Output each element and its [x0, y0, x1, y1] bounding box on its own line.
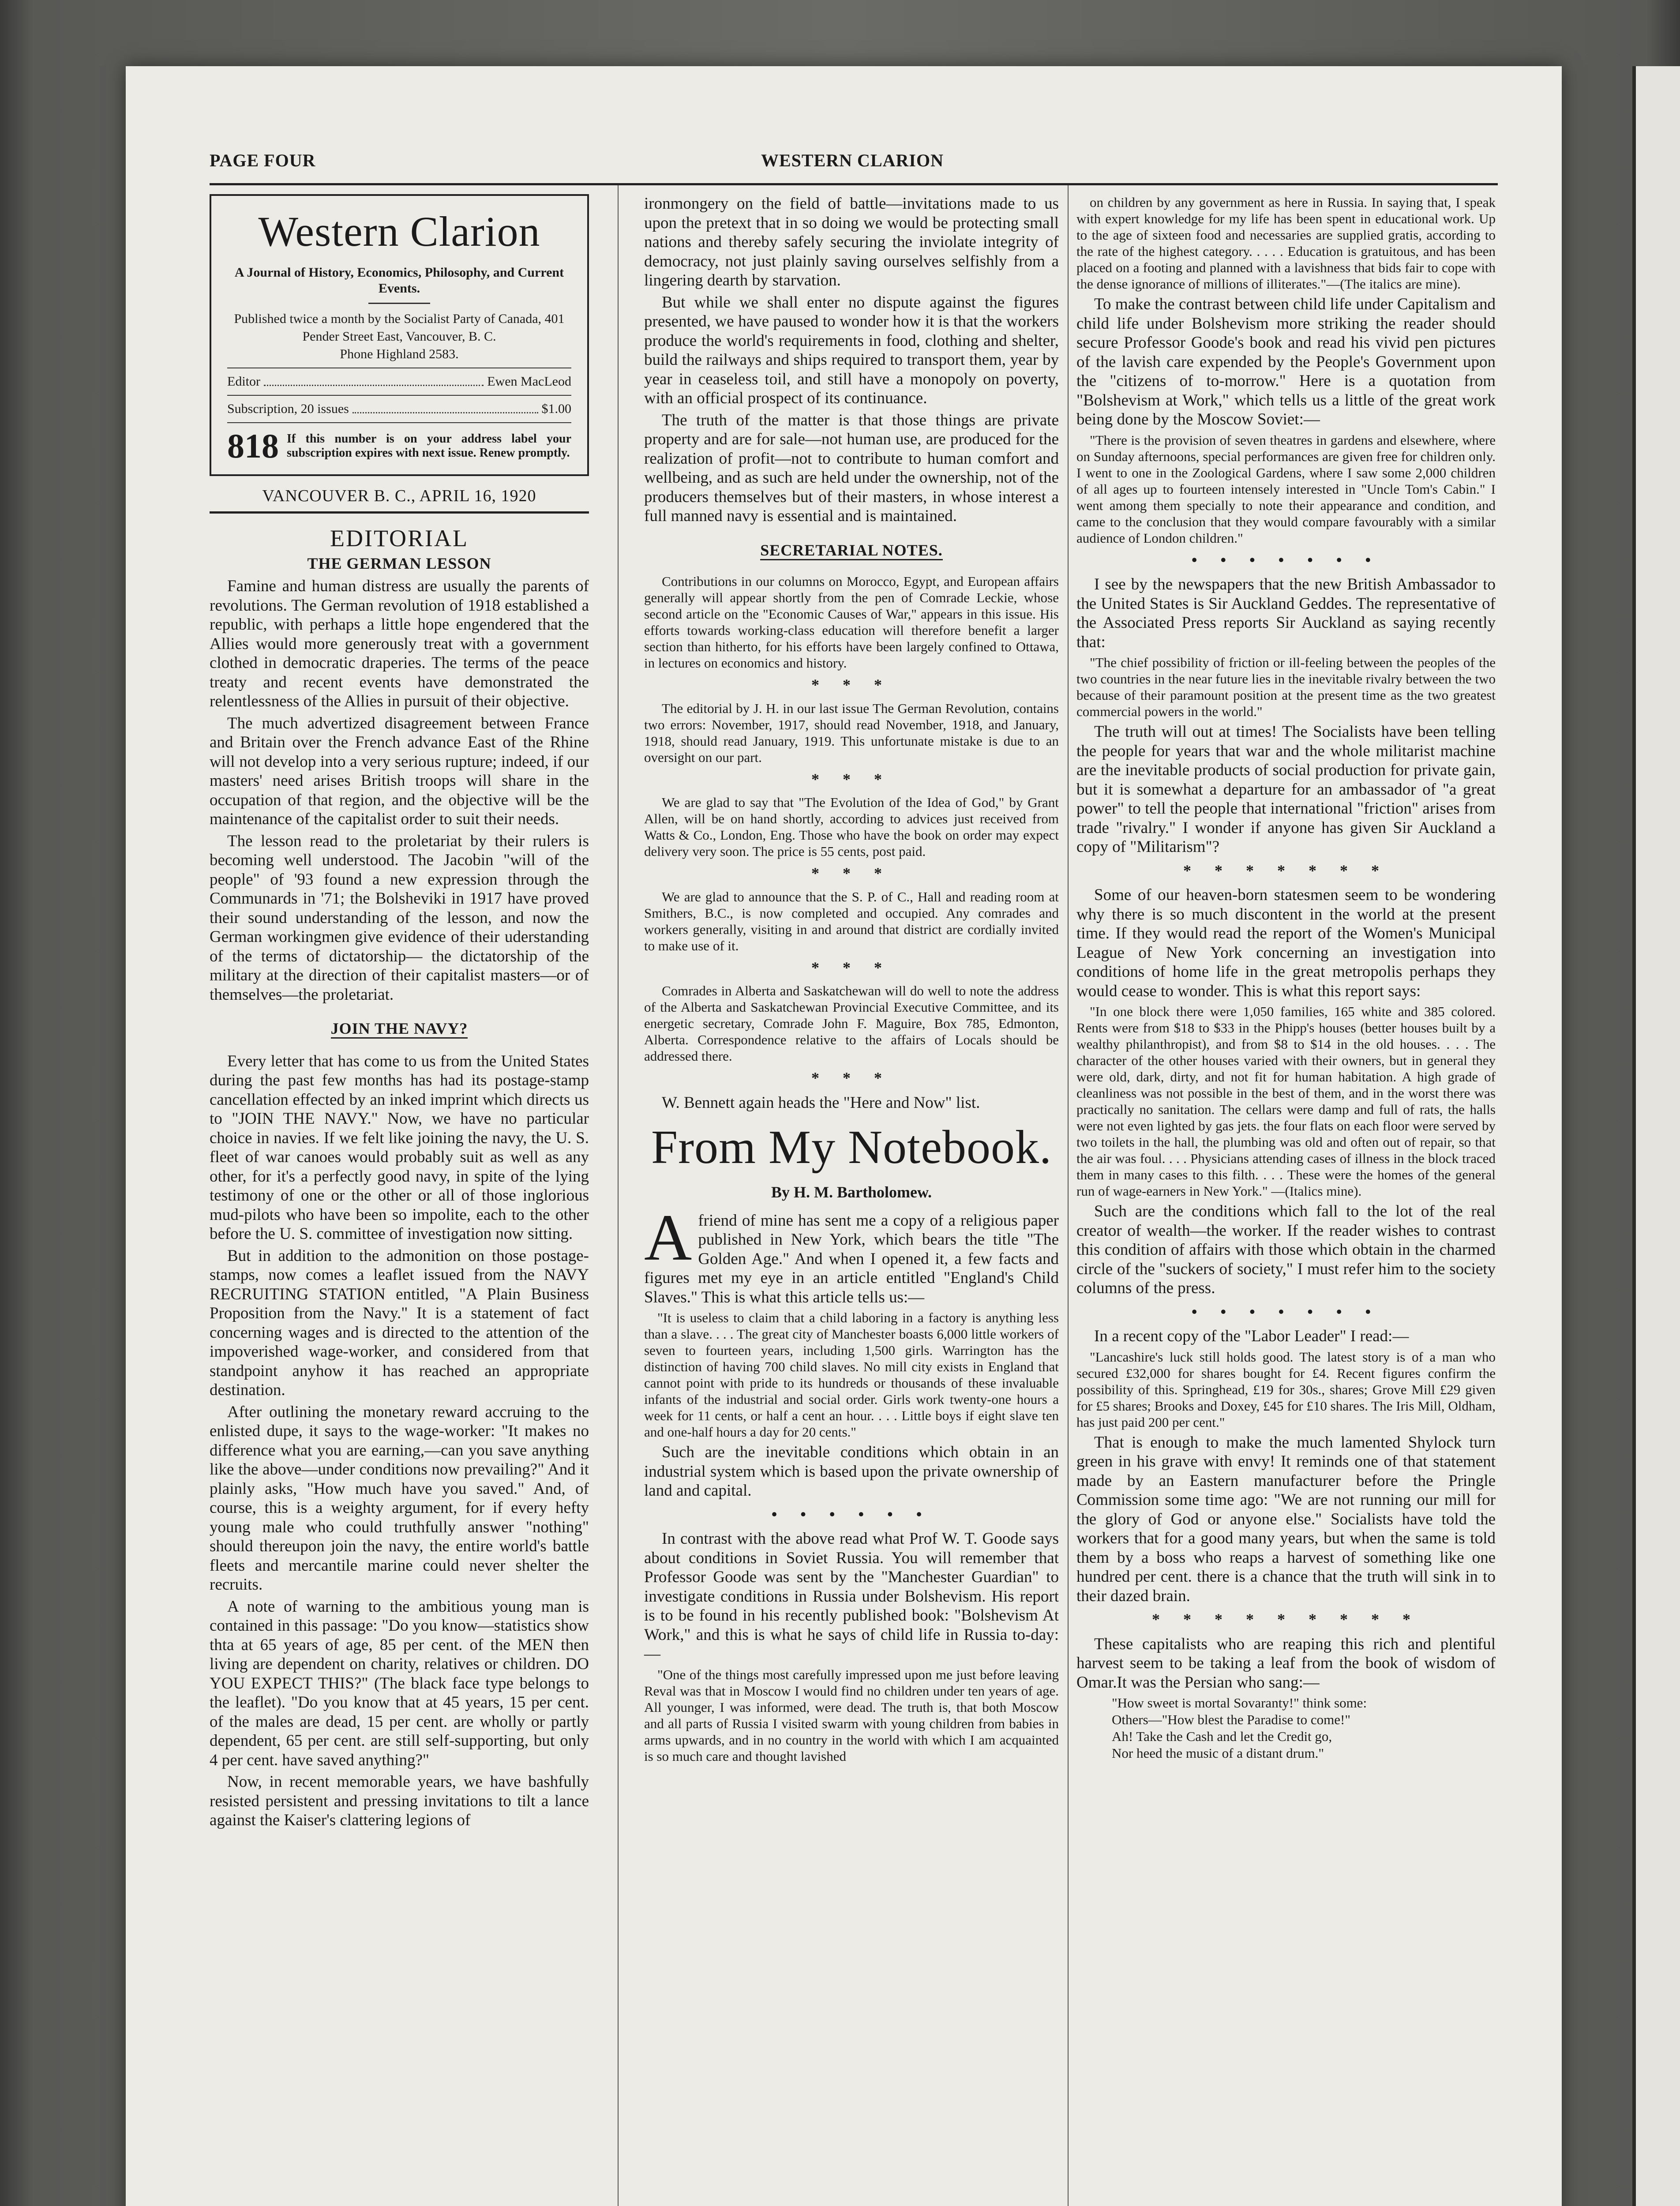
- separator: * * *: [811, 958, 892, 976]
- editor-label: Editor: [227, 374, 260, 389]
- dot-leader: [352, 400, 538, 413]
- paragraph: We are glad to announce that the S. P. of C., Hall and reading room at Smithers, B.C., is now completed and occupied. Any comrades and workers generally, visiting in and around that district are cordially invited to make use of it.: [644, 889, 1059, 953]
- quotation: "The chief possibility of friction or ill-feeling between the peoples of the two countries in the near future lies in the inevitable rivalry between the two because of their paramount position at the present time as the two greatest commercial powers in the world.": [1076, 655, 1496, 719]
- paragraph: That is enough to make the much lamented Shylock turn green in his grave with envy! It reminds one of that statement made by an Eastern manufacturer before the Pringle Commission some time ago: "We are not running our mill for the glory of God or anyone else." Socialists have told the workers that for a good many years, but when the same is told them by a boss who reaps a harvest of something like one hundred per cent. there is a chance that the truth will sink in to their dazed brain.: [1076, 1433, 1496, 1605]
- paragraph: We are glad to say that "The Evolution of the Idea of God," by Grant Allen, will be on hand shortly, according to advices just received from Watts & Co., London, Eng. Those who have the book on order may expect delivery very soon. The price is 55 cents, post paid.: [644, 795, 1059, 859]
- separator: • • • • • • •: [1191, 1302, 1381, 1321]
- separator: * * * * * * * * *: [1152, 1610, 1420, 1628]
- paragraph: Such are the conditions which fall to the lot of the real creator of wealth—the worker. If the reader wishes to contrast this condition of affairs with those which obtain in the charmed circle of the "suckers of society," I must refer him to the society columns of the press.: [1076, 1202, 1496, 1297]
- notebook-byline: By H. M. Bartholomew.: [771, 1183, 932, 1201]
- column-rule-2: [1068, 185, 1069, 2206]
- secretarial-heading: [644, 541, 1059, 560]
- poem-line: Others—"How blest the Paradise to come!": [1112, 1712, 1350, 1727]
- subscription-row: [227, 400, 571, 418]
- column-rule-1: [618, 185, 619, 2206]
- quotation: "In one block there were 1,050 families, 165 white and 385 colored. Rents were from $18 to $33 in the Phipp's houses (better houses built by a wealthy philanthropist), and from $8 to $14 in the old houses. . . . The character of the other houses varied with their owners, but in general they were old, dark, dirty, and not fit for human habitation. A high grade of cleanliness was not possible in the best of them, and in the worst there was practically no sanitation. The cellars were damp and full of rats, the halls were not even lighted by gas jets. the four flats on each floor were served by two toilets in the hall, the plumbing was old and often out of repair, so that the air was foul. . . . Physicians attending cases of illness in the block traced them in many cases to this filth. . . . These were the homes of the general run of wage-earners in New York." —(Italics mine).: [1076, 1004, 1496, 1199]
- separator: • • • • • • •: [1191, 551, 1381, 569]
- secretarial-heading-text: SECRETARIAL NOTES.: [760, 541, 942, 560]
- quotation: on children by any government as here in Russia. In saying that, I speak with expert knowledge for my life has been spent in educational work. Up to the age of sixteen food and necessaries are supplied gratis, according to the rate of the highest category. . . . . Education is gratuitous, and has been placed on a footing and planned with a lavishness that bids fair to cope with the dense ignorance of millions of illiterates."—(The italics are mine).: [1076, 195, 1496, 292]
- paragraph: Contributions in our columns on Morocco, Egypt, and European affairs generally will appear shortly from the pen of Comrade Leckie, whose second article on the "Economic Causes of War," appears in this issue. His efforts towards working-class education will therefore benefit a larger section than hitherto, for his efforts have been largely confined to Ottawa, in lectures on economics and history.: [644, 574, 1059, 671]
- paragraph: The editorial by J. H. in our last issue The German Revolution, contains two errors: November, 1917, should read November, 1918, and January, 1918, should read January, 1919. This unfortunate mistake is due to an oversight on our part.: [644, 700, 1059, 765]
- navy-heading-text: JOIN THE NAVY?: [331, 1020, 468, 1039]
- page-edge: [1632, 66, 1636, 2206]
- divider: [368, 303, 430, 304]
- paragraph: I see by the newspapers that the new British Ambassador to the United States is Sir Auckland Geddes. The representative of the Associated Press reports Sir Auckland as saying recently that:: [1076, 575, 1496, 651]
- paragraph: W. Bennett again heads the "Here and Now" list.: [662, 1093, 980, 1112]
- separator: * * *: [811, 864, 892, 882]
- quotation: "Lancashire's luck still holds good. The latest story is of a man who secured £32,000 for shares bought for £4. Recent figures confirm the possibility of this. Springhead, £19 for 30s., shares; Grove Mill £29 given for £5 shares; Brooks and Doxey, £45 for £10 shares. The Iris Mill, Oldham, has just paid 200 per cent.": [1076, 1349, 1496, 1430]
- editorial-subheading: THE GERMAN LESSON: [307, 554, 491, 572]
- paragraph: In a recent copy of the "Labor Leader" I read:—: [1094, 1327, 1409, 1345]
- page-number: PAGE FOUR: [210, 150, 316, 170]
- paragraph: But while we shall enter no dispute against the figures presented, we have paused to wonder how it is that the workers produce the world's requirements in food, clothing and shelter, build the railways and ships required to transport them, year by year in ceaseless toil, and still have a monopoly on poverty, with an official prospect of its continuance.: [644, 293, 1059, 407]
- paragraph: To make the contrast between child life under Capitalism and child life under Bolshevism more striking the reader should secure Professor Goode's book and read his vivid pen pictures of the lavish care expended by the People's Government upon the "citizens of to-morrow." Here is a quotation from "Bolshevism at Work," which tells us a little of the great work being done by the Moscow Soviet:—: [1076, 295, 1496, 428]
- dot-leader: [264, 373, 484, 386]
- column-1: [210, 194, 589, 1833]
- phone-number: Phone Highland 2583.: [340, 347, 459, 361]
- header-rule: [210, 183, 1498, 185]
- paragraph: Now, in recent memorable years, we have bashfully resisted persistent and pressing invitations to tilt a lance against the Kaiser's clattering legions of: [210, 1773, 589, 1829]
- notebook-title: From My Notebook.: [651, 1121, 1052, 1174]
- paragraph: Comrades in Alberta and Saskatchewan will do well to note the address of the Alberta and Saskatchewan Provincial Executive Committee, and its energetic secretary, Comrade John F. Maguire, Box 785, Edmonton, Alberta. Correspondence relative to the affairs of Locals should be addressed there.: [644, 983, 1059, 1064]
- poem-line: Nor heed the music of a distant drum.": [1112, 1745, 1324, 1761]
- renewal-text: If this number is on your address label your subscription expires with next issue. Renew promptly.: [287, 432, 571, 460]
- divider: [227, 422, 571, 423]
- divider: [227, 395, 571, 396]
- masthead-title: Western Clarion: [258, 208, 540, 255]
- drop-cap: A: [644, 1201, 692, 1274]
- page-header: [210, 150, 1498, 176]
- separator: • • • • • •: [771, 1505, 932, 1523]
- poem-line: Ah! Take the Cash and let the Credit go,: [1112, 1729, 1332, 1744]
- editor-row: [227, 373, 571, 390]
- paragraph: Such are the inevitable conditions which obtain in an industrial system which is based upon the private ownership of land and capital.: [644, 1443, 1059, 1500]
- navy-heading: [210, 1019, 589, 1039]
- editorial-heading: EDITORIAL: [330, 525, 469, 552]
- paragraph: The much advertized disagreement between France and Britain over the French advance East of the Rhine will not develop into a very serious rupture; indeed, if our masters' need arises British troops will share in the occupation of that region, and the objective will be the maintenance of the capitalist order to suit their needs.: [210, 714, 589, 828]
- column-2: [644, 194, 1059, 1767]
- intro-text: friend of mine has sent me a copy of a religious paper published in New York, which bears the title "The Golden Age." And when I opened it, a few facts and figures met my eye in an article entitled "England's Child Slaves." This is what this article tells us:—: [644, 1211, 1059, 1306]
- masthead-subtitle: A Journal of History, Economics, Philosophy, and Current Events.: [234, 265, 564, 296]
- editor-name: Ewen MacLeod: [487, 374, 571, 389]
- poem-line: "How sweet is mortal Sovaranty!" think some:: [1112, 1695, 1367, 1711]
- paragraph: The lesson read to the proletariat by their rulers is becoming well understood. The Jacobin "will of the people" of '93 found a new expression through the Communards in '71; the Bolsheviki in 1917 have proved their sound understanding of the lesson, and now the German workingmen give evidence of their uderstanding of the terms of dictatorship— the dictatorship of the military at the direction of their capitalist masters—or of themselves—the proletariat.: [210, 832, 589, 1004]
- running-title: WESTERN CLARION: [761, 150, 944, 170]
- divider: [210, 511, 589, 514]
- quotation: "One of the things most carefully impressed upon me just before leaving Reval was that in Moscow I would find no children under ten years of age. All younger, I was informed, were dead. The truth is, that both Moscow and all parts of Russia I visited swarm with young children from babies in arms upwards, and in no country in the world with which I am acquainted is so much care and thought lavished: [644, 1666, 1059, 1764]
- paragraph: In contrast with the above read what Prof W. T. Goode says about conditions in Soviet Russia. You will remember that Professor Goode was sent by the "Manchester Guardian" to investigate conditions in Russia under Bolshevism. His report is to be found in his recently published book: "Bolshevism At Work," and this is what he says of child life in Russia to-day:—: [644, 1530, 1059, 1663]
- quotation: "There is the provision of seven theatres in gardens and elsewhere, where on Sunday afternoons, special performances are given free for children only. I went to one in the Zoological Gardens, where I saw some 2,000 children of all ages up to fourteen intensely interested in "Uncle Tom's Cabin." I went among them specially to note their appearance and condition, and came to the conclusion that they would compare favourably with a similar audience of London children.": [1076, 432, 1496, 546]
- renewal-notice: [227, 428, 571, 464]
- quotation: "It is useless to claim that a child laboring in a factory is anything less than a slave. . . . The great city of Manchester boasts 6,000 little workers of seven to fourteen years, including 1,500 girls. Warrington has the distinction of having 700 child slaves. No mill city exists in England that cannot point with pride to its hundreds or thousands of these invaluable infants of the industrial and social order. Girls work twenty-one hours a week for 11 cents, or half a cent an hour. . . . Little boys if eight slave ten and one-half hours a day for 20 cents.": [644, 1310, 1059, 1440]
- notebook-intro: [644, 1201, 1059, 1307]
- paragraph: Some of our heaven-born statesmen seem to be wondering why there is so much discontent in the world at the present time. If they would read the report of the Women's Municipal League of New York concerning an investigation into conditions of home life in the great metropolis perhaps they would cease to wonder. This is what this report says:: [1076, 886, 1496, 1000]
- separator: * * * * * * *: [1183, 861, 1389, 879]
- adjacent-page-strip: [1632, 66, 1680, 2206]
- masthead-box: [210, 194, 589, 476]
- paragraph: Famine and human distress are usually the parents of revolutions. The German revolution of 1918 established a republic, with perhaps a little hope engendered that the Allies would more generously treat with a government clothed in democratic draperies. The terms of the peace treaty and recent events have demonstrated the relentlessness of the Allies in pursuit of their objective.: [210, 577, 589, 710]
- dateline: VANCOUVER B. C., APRIL 16, 1920: [262, 487, 536, 505]
- separator: * * *: [811, 676, 892, 694]
- paragraph: After outlining the monetary reward accruing to the enlisted dupe, it says to the wage-worker: "It makes no difference what you are earning,—can you save anything like the above—under conditions now prevailing?" And it plainly asks, "How much have you saved." And, of course, this is a weighty argument, for if every hefty young male who could truthfully answer "nothing" should thereupon join the navy, the entire world's battle fleets and mercantile marine could never shelter the recruits.: [210, 1403, 589, 1594]
- issue-number: 818: [227, 427, 279, 465]
- paragraph: Every letter that has come to us from the United States during the past few months has had its postage-stamp cancellation effected by an inked imprint which directs us to "JOIN THE NAVY." Now, we have no particular choice in navies. If we felt like joining the navy, the U. S. fleet of war canoes would probably suit as well as any other, for it's a perfectly good navy, in spite of the lying testimony of one or the other or all of those inglorious mud-pilots who have been so impolite, each to the other before the U. S. committee of investigation now sitting.: [210, 1052, 589, 1243]
- subscription-price: $1.00: [541, 401, 571, 416]
- subscription-label: Subscription, 20 issues: [227, 401, 349, 416]
- paragraph: ironmongery on the field of battle—invitations made to us upon the pretext that in so doing we would be protecting small nations and thereby safely securing the inviolate integrity of democracy, not just plainly saving ourselves selfishly from a lingering dearth by starvation.: [644, 195, 1059, 289]
- publisher-info: Published twice a month by the Socialist Party of Canada, 401 Pender Street East, Vancouver, B. C.: [234, 311, 565, 344]
- paragraph: These capitalists who are reaping this rich and plentiful harvest seem to be taking a leaf from the book of wisdom of Omar.It was the Persian who sang:—: [1076, 1635, 1496, 1692]
- paragraph: The truth will out at times! The Socialists have been telling the people for years that war and the whole militarist machine are the inevitable products of social production for private gain, but it is somewhat a departure for an ambassador of "a great power" to tell the people that international "friction" arises from trade "rivalry." I wonder if anyone has given Sir Auckland a copy of "Militarism"?: [1076, 723, 1496, 856]
- paragraph: The truth of the matter is that those things are private property and are for sale—not human use, are produced for the realization of profit—not to contribute to human comfort and wellbeing, and as such are held under the ownership, not of the producers themselves but of their masters, in whose interest a full manned navy is essential and is maintained.: [644, 411, 1059, 525]
- separator: * * *: [811, 1069, 892, 1087]
- column-3: [1076, 194, 1496, 1762]
- paragraph: But in addition to the admonition on those postage-stamps, now comes a leaflet issued from the NAVY RECRUITING STATION entitled, "A Plain Business Proposition from the Navy." It is a statement of fact concerning wages and is directed to the attention of the impoverished wage-worker, and considered from that standpoint anyhow it has reached an appropriate destination.: [210, 1246, 589, 1399]
- separator: * * *: [811, 770, 892, 788]
- paragraph: A note of warning to the ambitious young man is contained in this passage: "Do you know—statistics show thta at 65 years of age, 85 per cent. of the MEN then living are dependent on charity, relatives or children. DO YOU EXPECT THIS?" (The black face type belongs to the leaflet). "Do you know that at 45 years, 15 per cent. of the males are dead, 15 per cent. are wholly or partly dependent, 65 per cent. are still self-supporting, but only 4 per cent. have saved anything?": [210, 1597, 589, 1769]
